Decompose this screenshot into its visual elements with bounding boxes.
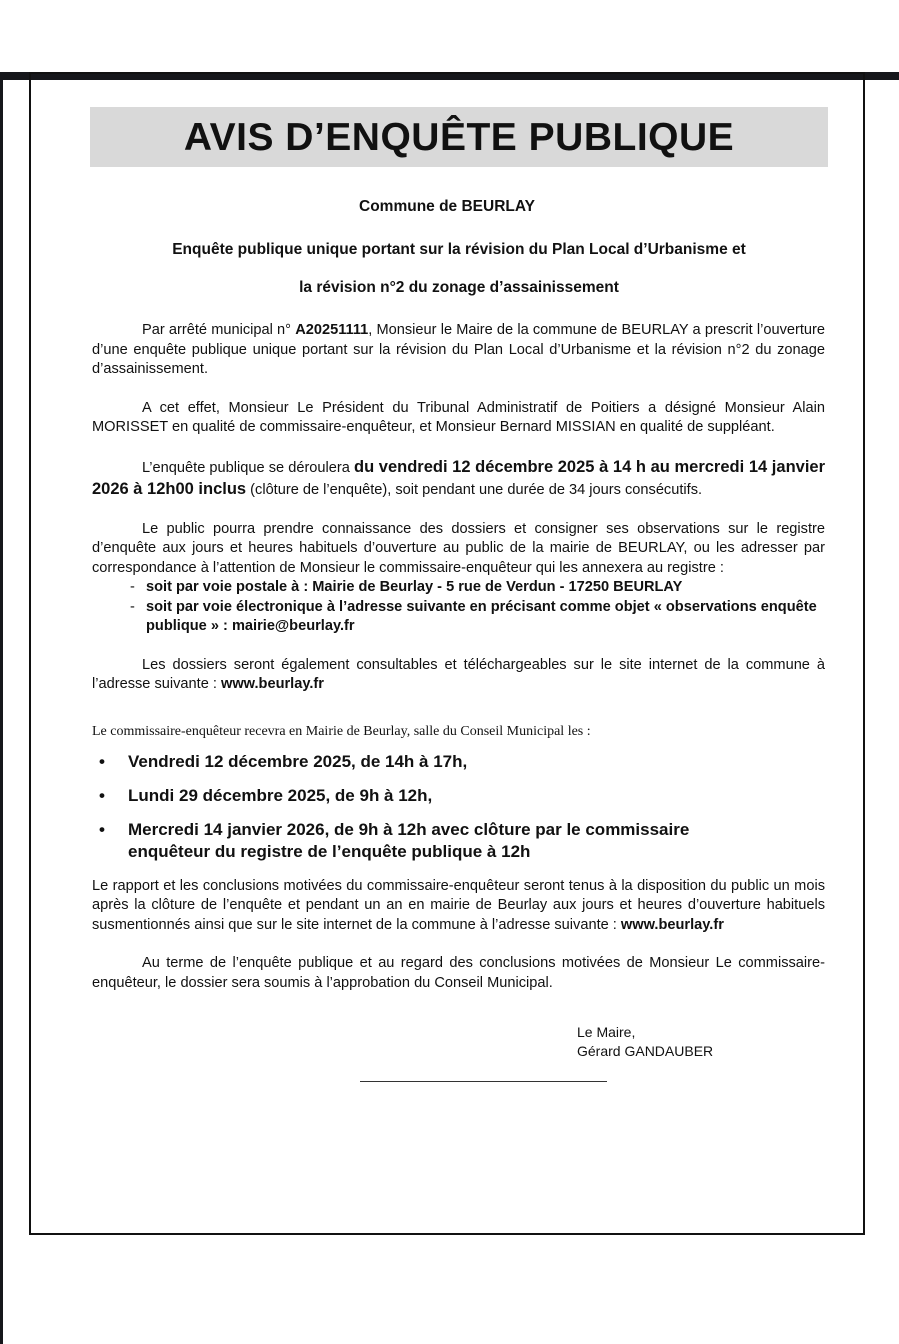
arrete-number: A20251111 [295, 322, 369, 338]
email-address: soit par voie électronique à l’adresse suivante en précisant comme objet « observations enquête publique » : mairie@beurlay.fr [146, 598, 817, 634]
permanence-dates [99, 751, 765, 863]
text: A cet effet, Monsieur Le Président du Tribunal Administratif de Poitiers a désigné Monsieur Alain MORISSET en qualité de commissaire-enquêteur, et Monsieur Bernard MISSIAN en qualité de suppléant. [92, 399, 825, 435]
enquete-period: du vendredi 12 décembre 2025 à 14 h au mercredi 14 janvier 2026 à 12h00 inclus [92, 457, 826, 498]
text: Au terme de l’enquête publique et au regard des conclusions motivées de Monsieur Le commissaire-enquêteur, le dossier sera soumis à l’approbation du Conseil Municipal. [92, 955, 825, 991]
date-text: Lundi 29 décembre 2025, de 9h à 12h, [128, 785, 433, 805]
paragraph-arrete [92, 321, 825, 380]
reception-intro: Le commissaire-enquêteur recevra en Mairie de Beurlay, salle du Conseil Municipal les : [92, 723, 591, 739]
paragraph-commissaire [92, 399, 825, 438]
signature-name: Gérard GANDAUBER [577, 1043, 714, 1059]
text: L’enquête publique se déroulera [142, 459, 354, 476]
signature-block [577, 1023, 863, 1061]
text: Les dossiers seront également consultables et téléchargeables sur le site internet de la commune à l’adresse suivante : [92, 656, 825, 692]
paragraph-website [92, 656, 825, 695]
date-text: Vendredi 12 décembre 2025, de 14h à 17h, [128, 751, 468, 771]
notice-title [90, 107, 828, 167]
text: Par arrêté municipal n° [142, 322, 296, 338]
paragraph-rapport [92, 877, 825, 936]
dash-item-postal: - soit par voie postale à : Mairie de Beurlay - 5 rue de Verdun - 17250 BEURLAY [130, 579, 683, 595]
subject-heading [90, 231, 828, 307]
text: (clôture de l’enquête), soit pendant une durée de 34 jours consécutifs. [246, 481, 703, 498]
notice-body [92, 321, 825, 741]
website-link: www.beurlay.fr [220, 676, 324, 692]
text: , Monsieur le Maire de la commune de BEURLAY a prescrit l’ouverture d’une enquête publique unique portant sur la révision du Plan Local d’Urbanisme et la révision n°2 du zonage d’assainissement. [92, 322, 825, 377]
date-item: • Vendredi 12 décembre 2025, de 14h à 17h, [99, 751, 468, 771]
date-text: Mercredi 14 janvier 2026, de 9h à 12h avec clôture par le commissaire enquêteur du registre de l’enquête publique à 12h [128, 819, 690, 861]
website-link: www.beurlay.fr [620, 916, 724, 933]
subject-line-1: Enquête publique unique portant sur la révision du Plan Local d’Urbanisme et [172, 241, 746, 258]
paragraph-conclusion [92, 954, 825, 993]
signature-line [360, 1081, 607, 1082]
signature-role: Le Maire, [577, 1024, 636, 1040]
subject-line-2: la révision n°2 du zonage d’assainissement [299, 279, 619, 296]
text: Le rapport et les conclusions motivées du commissaire-enquêteur seront tenus à la disposition du public un mois après la clôture de l’enquête et pendant un an en mairie de Beurlay aux jours et heures d’ouverture habituels susmentionnés ainsi que sur le site internet de la commune à l’adresse suivante : [92, 877, 825, 933]
date-item: • Mercredi 14 janvier 2026, de 9h à 12h avec clôture par le commissaire enquêteur du registre de l’enquête publique à 12h [99, 819, 690, 861]
commune-heading: Commune de BEURLAY [359, 198, 535, 215]
notice-title-text: AVIS D’ENQUÊTE PUBLIQUE [183, 116, 735, 159]
text: Le public pourra prendre connaissance des dossiers et consigner ses observations sur le registre d’enquête aux jours et heures habituels d’ouverture au public de la mairie de BEURLAY, ou les adresser par correspondance à l’attention de Monsieur le commissaire-enquêteur qui les annexera au registre : [92, 520, 825, 576]
paragraph-public [92, 520, 825, 637]
notice-body-end [92, 877, 825, 994]
paragraph-dates [92, 457, 825, 501]
notice-border [29, 72, 865, 1235]
window-left-edge [0, 72, 3, 1344]
date-item: • Lundi 29 décembre 2025, de 9h à 12h, [99, 785, 433, 805]
postal-address: soit par voie postale à : Mairie de Beurlay - 5 rue de Verdun - 17250 BEURLAY [146, 579, 683, 595]
dash-item-email: - soit par voie électronique à l’adresse suivante en précisant comme objet « observations enquête publique » : mairie@beurlay.fr [130, 598, 817, 634]
